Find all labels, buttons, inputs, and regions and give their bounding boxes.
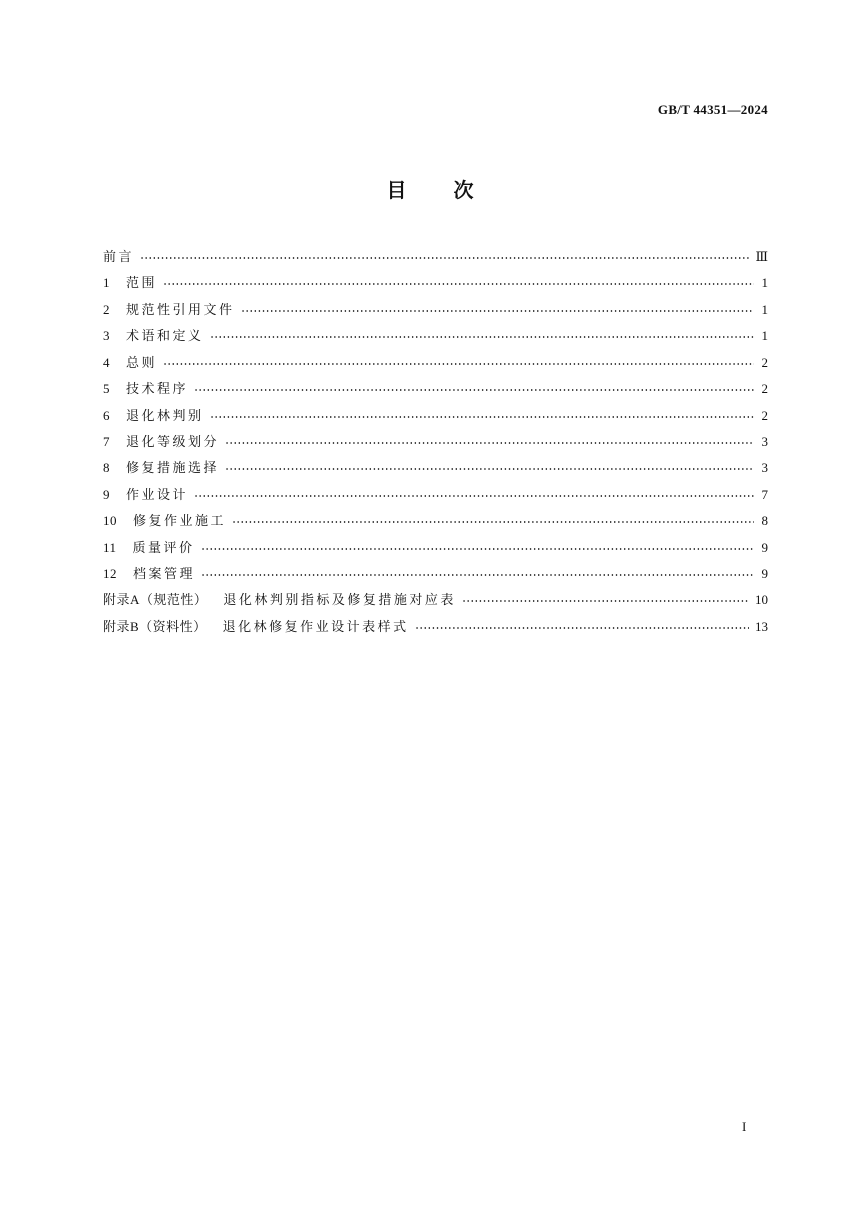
toc-entry-number: 附录B（资料性）: [103, 618, 207, 634]
table-of-contents: [103, 244, 768, 640]
toc-entry-number: 8: [103, 460, 110, 476]
standard-code: GB/T 44351—2024: [657, 102, 768, 117]
toc-entry-archive-management[interactable]: [103, 561, 768, 587]
toc-entry-page: 13: [755, 618, 768, 634]
toc-entry-number: 12: [103, 566, 117, 582]
toc-entry-number: 3: [103, 328, 110, 344]
toc-leader-dots: [163, 270, 754, 296]
toc-entry-title: 档案管理: [133, 566, 196, 582]
toc-entry-appendix-a[interactable]: [103, 587, 768, 613]
toc-entry-page: 2: [761, 407, 768, 423]
toc-leader-dots: [163, 350, 754, 376]
toc-entry-page: 3: [761, 433, 768, 449]
toc-entry-page: 10: [755, 592, 768, 608]
toc-entry-number: 7: [103, 433, 110, 449]
toc-entry-page: 2: [761, 354, 768, 370]
toc-entry-title: 前言: [103, 249, 135, 264]
toc-leader-dots: [225, 455, 754, 481]
toc-entry-page: 9: [761, 539, 768, 555]
toc-entry-title: 退化等级划分: [126, 433, 220, 449]
toc-entry-number: 1: [103, 275, 110, 291]
toc-entry-scope[interactable]: [103, 270, 768, 296]
toc-entry-title: 退化林判别: [126, 407, 204, 423]
toc-entry-quality-evaluation[interactable]: [103, 535, 768, 561]
toc-leader-dots: [462, 587, 749, 613]
toc-leader-dots: [201, 561, 754, 587]
toc-entry-page: Ⅲ: [755, 249, 768, 264]
toc-entry-general[interactable]: [103, 350, 768, 376]
toc-leader-dots: [241, 297, 754, 323]
toc-entry-title: 总则: [126, 354, 158, 370]
toc-leader-dots: [194, 482, 754, 508]
toc-entry-title: 修复作业施工: [133, 513, 227, 529]
toc-entry-title: 修复措施选择: [126, 460, 220, 476]
toc-leader-dots: [201, 535, 754, 561]
toc-entry-number: 6: [103, 407, 110, 423]
toc-entry-number: 附录A（规范性）: [103, 592, 208, 608]
toc-entry-operation-design[interactable]: [103, 482, 768, 508]
toc-entry-restoration-construction[interactable]: [103, 508, 768, 534]
toc-leader-dots: [210, 403, 754, 429]
toc-entry-title: 退化林判别指标及修复措施对应表: [223, 592, 456, 608]
toc-entry-degradation-grading[interactable]: [103, 429, 768, 455]
toc-entry-number: 4: [103, 354, 110, 370]
toc-entry-page: 8: [761, 513, 768, 529]
toc-entry-appendix-b[interactable]: [103, 614, 768, 640]
toc-entry-number: 5: [103, 381, 110, 397]
toc-leader-dots: [194, 376, 754, 402]
toc-entry-foreword[interactable]: [103, 244, 768, 270]
toc-entry-title: 范围: [126, 275, 158, 291]
page-title: 目次: [386, 178, 521, 202]
toc-leader-dots: [232, 508, 754, 534]
toc-entry-technical-procedure[interactable]: [103, 376, 768, 402]
toc-entry-number: 2: [103, 301, 110, 317]
toc-leader-dots: [140, 244, 749, 270]
toc-entry-restoration-measure-selection[interactable]: [103, 455, 768, 481]
toc-entry-number: 11: [103, 539, 117, 555]
toc-entry-number: 9: [103, 486, 110, 502]
toc-entry-title: 退化林修复作业设计表样式: [222, 618, 409, 634]
toc-entry-page: 7: [761, 486, 768, 502]
toc-entry-page: 9: [761, 566, 768, 582]
toc-entry-title: 术语和定义: [126, 328, 204, 344]
toc-entry-title: 作业设计: [126, 486, 189, 502]
page-number: I: [742, 1119, 747, 1134]
toc-entry-terms-definitions[interactable]: [103, 323, 768, 349]
toc-entry-normative-references[interactable]: [103, 297, 768, 323]
toc-entry-page: 1: [761, 301, 768, 317]
toc-leader-dots: [415, 614, 749, 640]
toc-entry-title: 规范性引用文件: [126, 301, 235, 317]
toc-entry-page: 3: [761, 460, 768, 476]
toc-entry-title: 质量评价: [132, 539, 195, 555]
toc-entry-title: 技术程序: [126, 381, 189, 397]
toc-leader-dots: [225, 429, 754, 455]
toc-entry-page: 1: [761, 328, 768, 344]
toc-leader-dots: [210, 323, 754, 349]
toc-entry-degraded-forest-identification[interactable]: [103, 403, 768, 429]
toc-entry-page: 1: [761, 275, 768, 291]
toc-entry-number: 10: [103, 513, 117, 529]
toc-entry-page: 2: [761, 381, 768, 397]
